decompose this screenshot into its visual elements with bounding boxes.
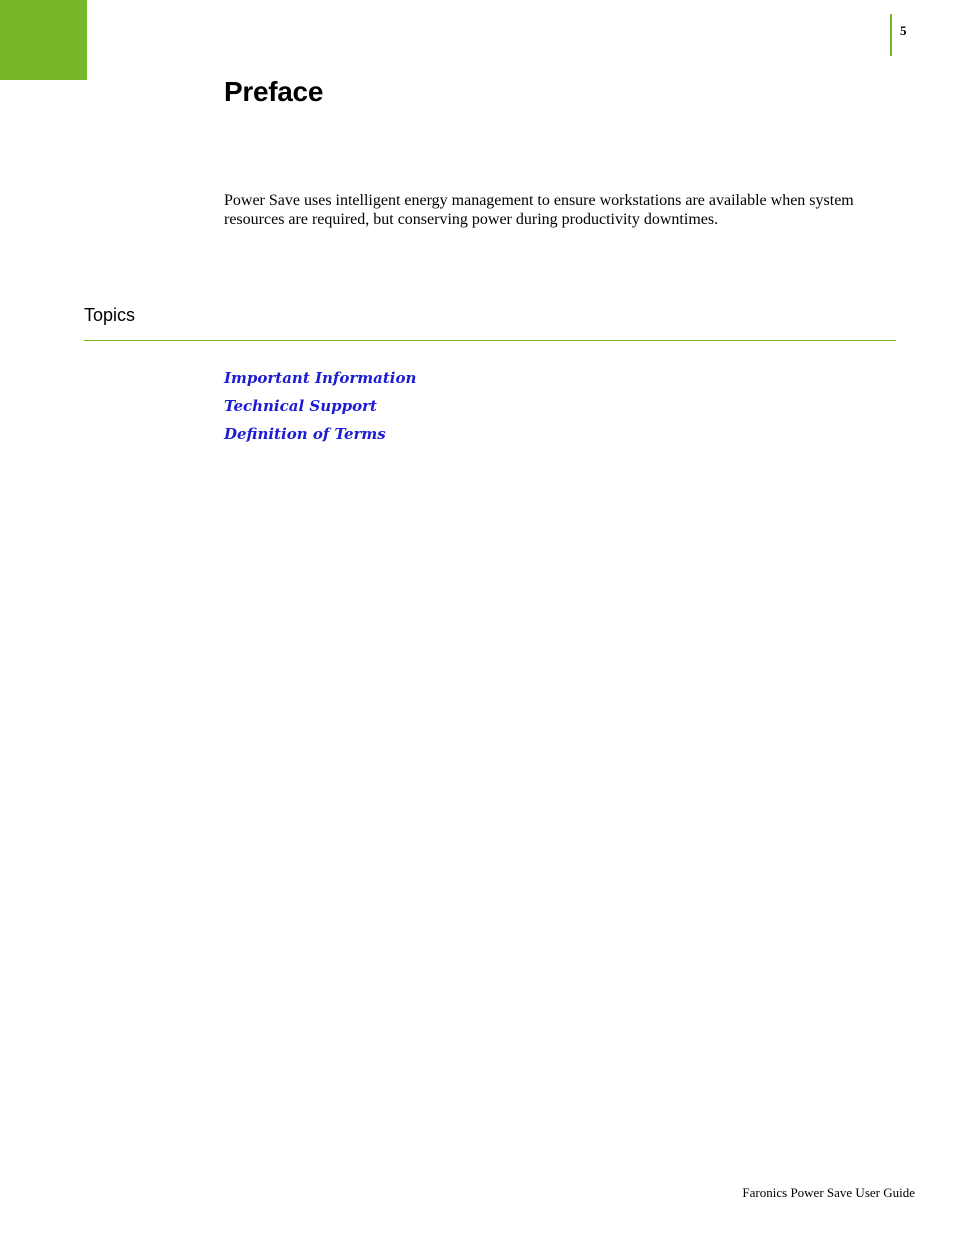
topic-list [224,366,416,450]
topic-link-definition-of-terms[interactable]: Definition of Terms [224,425,386,443]
list-item [224,422,416,450]
intro-paragraph: Power Save uses intelligent energy management to ensure workstations are available when system resources are required, but conserving power during productivity downtimes. [224,192,854,228]
topic-link-technical-support[interactable]: Technical Support [224,397,377,415]
topics-heading: Topics [84,305,136,325]
list-item [224,366,416,394]
topic-link-important-information[interactable]: Important Information [224,369,417,387]
footer-guide-title: Faronics Power Save User Guide [742,1185,915,1200]
page-number: 5 [900,23,907,38]
list-item [224,394,416,422]
chapter-title: Preface [224,76,324,107]
corner-accent-block [0,0,87,80]
topics-divider [84,340,896,341]
page-number-rule [890,14,892,56]
